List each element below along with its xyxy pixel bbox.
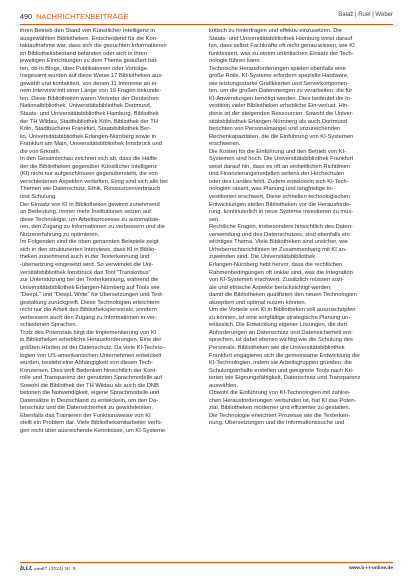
text-line: sprechen, ist dabei ebenso wichtig wie die Schulung des — [209, 337, 353, 344]
text-line: Technische Herausforderungen spielen ebenfalls eine — [209, 65, 346, 72]
text-line: terien wie Eignungsfähigkeit, Datenschutz und Transparenz — [209, 375, 361, 382]
text-line: Erlangen-Nürnberg hebt hervor, dass die rechtlichen — [209, 261, 343, 268]
text-line: Die Kosten für die Einführung und den Betrieb von KI- — [209, 148, 347, 155]
text-line: ausgewählten Bibliotheken. Entscheidend für die Kon- — [20, 35, 158, 42]
text-line: (KI) nicht nur aufgeschlossen gegenübersteht, die von — [20, 171, 158, 178]
logo-text: b.i.t. — [20, 565, 33, 572]
text-line: weist darauf hin, dass es oft an einheitlichen Richtlinien — [209, 163, 350, 170]
text-line: der die Bibliotheken gegenüber Künstlicher Intelligenz — [20, 163, 158, 170]
text-line: Rahmenbedingungen oft unklar sind, was die Integration — [209, 269, 353, 276]
text-line: Systemen sind hoch. Die Universitätsbibliothek Frankfurt — [209, 156, 354, 163]
header-rule — [20, 24, 393, 25]
page-number: 490 — [20, 12, 32, 21]
text-line: stellt ein Problem dar. Viele Bibliotheksmitarbeiter verfü- — [20, 420, 163, 427]
text-line: akzeptiert und optimal nutzen können. — [209, 299, 307, 306]
text-line: verbessern auch den Zugang zu Informationen in ver- — [20, 314, 157, 321]
text-line: Obwohl die Einführung von KI-Technologien mit zahlrei- — [209, 390, 351, 397]
text-line: In den Gesamtschau zeichnet sich ab, dass die Hälfte — [20, 156, 158, 163]
text-line: nologien rasant, was Planung und langfristige In- — [209, 186, 334, 193]
journal-url: www.b-i-t-online.de — [348, 566, 393, 571]
text-line: erschweren. — [209, 141, 241, 148]
text-line: betonen die Notwendigkeit, eigene Sprachmodelle und — [20, 390, 160, 397]
text-line: verschiedenen Aspekten vertieften. Einig sind sich alle bei — [20, 178, 168, 185]
page-footer — [20, 562, 393, 574]
text-line: chen Herausforderungen verbunden ist, hat KI das Poten- — [209, 397, 357, 404]
text-line: lin, Universitätsbibliothek Erlangen-Nürnberg sowie in — [20, 133, 157, 140]
text-line: nicht nur die Arbeit des Bibliothekspersonals, sondern — [20, 307, 157, 314]
text-line: große Rolle. KI-Systeme erfordern spezielle Hardware, — [209, 73, 349, 80]
text-line: zuwenden sind. Die Universitätsbibliothek — [209, 254, 316, 261]
journal-logo — [20, 565, 43, 572]
text-line: Staats- und Universitätsbibliothek Hamburg, Bibliothek — [20, 111, 159, 118]
text-line: ten, ob in Blogs, über Publikationen oder Vorträge. — [20, 65, 149, 72]
text-line: wichtiges Thema. Viele Bibliotheken sind unsicher, wie — [209, 239, 348, 246]
text-line: in Bibliotheken erhebliche Herausforderungen. Eine der — [20, 337, 162, 344]
text-line: verwendung und des Datenschutzes, sind ebenfalls ein — [209, 231, 350, 238]
text-line: donis ist der steigenden Ressourcen: Sowohl die Univer- — [209, 111, 354, 118]
text-line: jeweiligen Einrichtungen zu dem Thema geäußert hat- — [20, 58, 158, 65]
text-line: Entwicklungen stellen Bibliotheken vor die Herausforde- — [209, 201, 352, 208]
text-line: von KI-Systemen erschwert. Zusätzlich müssen sozi- — [209, 277, 344, 284]
section-title: NACHRICHTENBEITRÄGE — [36, 12, 129, 21]
text-line: gestaltung zurückgreift. Diese Technologien erleichtern — [20, 299, 160, 306]
text-line: ten, um die großen Datenmengen zu verarbeiten, die für — [209, 88, 353, 95]
text-line: Die Technologie erleichtert Prozesse wie die Texterken- — [209, 412, 351, 419]
text-line: taktaufnahme war, dass sich die gesuchten Informationen — [20, 43, 167, 50]
text-line: funktioniert, was zu einem unkritischen Einsatz der Tech- — [209, 50, 354, 57]
text-line: und Finanzierungsmodellen seitens der Hochschulen — [209, 171, 345, 178]
text-line: Ebenfalls das Trainieren der Funktionsweise von KI — [20, 412, 151, 419]
text-line: Nationalbibliothek, Universitätsbibliothek Dortmund, — [20, 103, 152, 110]
text-line: "DeepL" und "DeepL Write" für Übersetzungen und Text- — [20, 292, 164, 299]
text-line: Rechtliche Fragen, insbesondere hinsichtlich des Daten- — [209, 224, 353, 231]
text-line: kritisch zu hinterfragen und effektiv einzusetzen. Die — [209, 28, 342, 34]
text-line: berichten von Personalmangel und unzureichenden — [209, 126, 341, 133]
text-line: sen. — [209, 216, 220, 223]
text-line: Nutzererfahrung zu optimieren. — [20, 231, 100, 238]
text-line: an Bedeutung. Immer mehr Institutionen setzen auf — [20, 209, 151, 216]
text-line: Konzernen. Dies wirft Bedenken hinsichtlich der Kont- — [20, 367, 158, 374]
author-names: Balaž | Ruel | Weber — [338, 12, 393, 18]
text-line: wie leistungsstarke Grafikkarten und Serverkomponen- — [209, 80, 349, 87]
text-line: rung, kontinuierlich in neue Systeme investieren zu müs- — [209, 209, 354, 216]
text-line: zur Unterstützung bei der Texterkennung, während die — [20, 277, 159, 284]
text-line: Sowohl die Bibliothek der TH Wildau als auch die DNB — [20, 382, 159, 389]
text-line: nem Interview mit einer Länge von 19 Fragen bekunde- — [20, 88, 162, 95]
footer-rule — [20, 562, 393, 563]
page-header — [20, 11, 393, 25]
text-line: Personals. Bibliotheken wie die Universitätsbibliothek — [209, 344, 345, 351]
text-line: theken zunehmend auch in der Texterkennung und — [20, 254, 150, 261]
text-line: ihren Betrieb den Stand von Künstlicher Intelligenz in — [20, 28, 155, 34]
text-line: Frankfurt engagieren sich die gemeinsame Entwicklung der — [209, 352, 361, 359]
text-line: erlässlich. Die Entwicklung eigener Lösungen, die den — [209, 322, 347, 329]
text-line: Universitätsbibliothek Erlangen-Nürnberg auf Tools wie — [20, 284, 160, 291]
text-line: ten. Diese Bibliotheken waren Vertreter der Deutschen — [20, 95, 159, 102]
text-line: wurden, besteht eine Abhängigkeit von diesen Tech- — [20, 360, 153, 367]
text-line: Staats- und Universitätsbibliothek Hamburg weist darauf — [209, 35, 353, 42]
text-line: KI-Technologien, indem sie Arbeitsgruppen gründen, die — [209, 360, 352, 367]
text-line: auswählen. — [209, 382, 239, 389]
text-line: und Schulung. — [20, 194, 57, 201]
text-line: Rechenkapazitäten, die die Einführung von KI-Systemen — [209, 133, 354, 140]
text-line: nologie führen kann. — [209, 58, 262, 65]
text-line: vestitionen erschwert. Diese schnellen technologischen — [209, 194, 350, 201]
text-line: Der Einsatz von KI in Bibliotheken gewinnt zunehmend — [20, 201, 160, 208]
text-line: gewählt und kontaktiert, von denen 11 Interesse an ei- — [20, 80, 158, 87]
text-line: tenschutz und die Datensicherheit zu gewährleisten. — [20, 405, 153, 412]
logo-suffix: online — [33, 567, 43, 571]
text-line: Um die Vorteile von KI in Bibliotheken voll auszuschöpfen — [209, 307, 356, 314]
text-line: rolle und Transparenz der genutzten Sprachmodelle auf. — [20, 375, 164, 382]
text-line: Datensätze in Deutschland zu entwickeln, um den Da- — [20, 397, 159, 404]
text-line: im Bibliotheksbestand befanden oder sich in ihren — [20, 50, 147, 57]
text-line: Frankfurt am Main, Universitätsbibliothek Innsbruck und — [20, 141, 162, 148]
text-line: gen nicht über ausreichende Kenntnisse, um KI-Systeme — [20, 427, 166, 434]
text-line: Köln, Stadtbücherei Frankfurt, Staatsbibliothek Ber- — [20, 126, 152, 133]
text-line: Urheberrechtsrichtlinien im Zusammenhang mit KI an- — [209, 246, 347, 253]
text-line: diese Technologie, um Arbeitsprozesse zu automatisie- — [20, 216, 161, 223]
text-line: ren, den Zugang zu Informationen zu verbessern und die — [20, 224, 165, 231]
text-line: KI-Anwendungen benötigt werden. Dies bedeutet die In- — [209, 95, 352, 102]
text-line: versitätsbibliothek Innsbruck das Tool "Transkribus" — [20, 269, 151, 276]
text-line: sitätsbibliothek Erlangen-Nürnberg als auch Dortmund — [209, 118, 348, 125]
text-line: Themen wie Datenschutz, Ethik, Ressourcenverbrauch — [20, 186, 161, 193]
text-line: der TH Wildau, Stadtbibliothek Köln, Bibliothek der TH — [20, 118, 158, 125]
text-line: Im Folgenden sind die oben genannten Beispiele zeigt — [20, 239, 159, 246]
column-right — [209, 28, 392, 428]
text-line: nung, Übersetzungen und die Informationssuche und — [209, 420, 345, 427]
text-line: zu können, ist eine sorgfältige strategische Planung un- — [209, 314, 351, 321]
text-line: -übersetzung eingesetzt wird. So verwendet die Uni- — [20, 261, 154, 268]
journal-volume: 27 (2024) Nr. 5 — [42, 566, 76, 571]
text-line: Insgesamt wurden auf diese Weise 17 Bibliotheken aus- — [20, 73, 164, 80]
text-line: zial, Bibliotheken moderner und effizienter zu gestalten. — [209, 405, 351, 412]
text-line: logien von US-amerikanischen Unternehmen entwickelt — [20, 352, 162, 359]
text-line: ale und ethische Aspekte berücksichtigt werden, — [209, 284, 332, 291]
text-line: Trotz des Potenzials birgt die Implementierung von KI — [20, 329, 157, 336]
text-line: schiedenen Sprachen. — [20, 322, 78, 329]
text-line: vestition vieler Bibliotheken erhebliche Ein-verlust. Hin- — [209, 103, 349, 110]
text-line: Anforderungen an Datenschutz und Datensicherheit ent- — [209, 329, 353, 336]
text-line: Schulungsinhalte erstellen und geeignete Tools nach Kri- — [209, 367, 354, 374]
text-line: größten Hürden ist der Datenschutz. Da viele KI-Techno- — [20, 344, 165, 351]
column-left — [20, 28, 203, 436]
text-line: hin, dass selbst Fachkräfte oft nicht genau wissen, wie KI — [209, 43, 355, 50]
text-line: oder des Landes fehlt. Zudem entwickeln sich KI-Tech- — [209, 178, 349, 185]
text-line: die von Erkrath. — [20, 148, 61, 155]
text-line: sich in den strukturierten Interviews, dass KI in Biblio- — [20, 246, 157, 253]
text-line: damit die Bibliotheken qualifiziert den neuen Technologien — [209, 292, 357, 299]
